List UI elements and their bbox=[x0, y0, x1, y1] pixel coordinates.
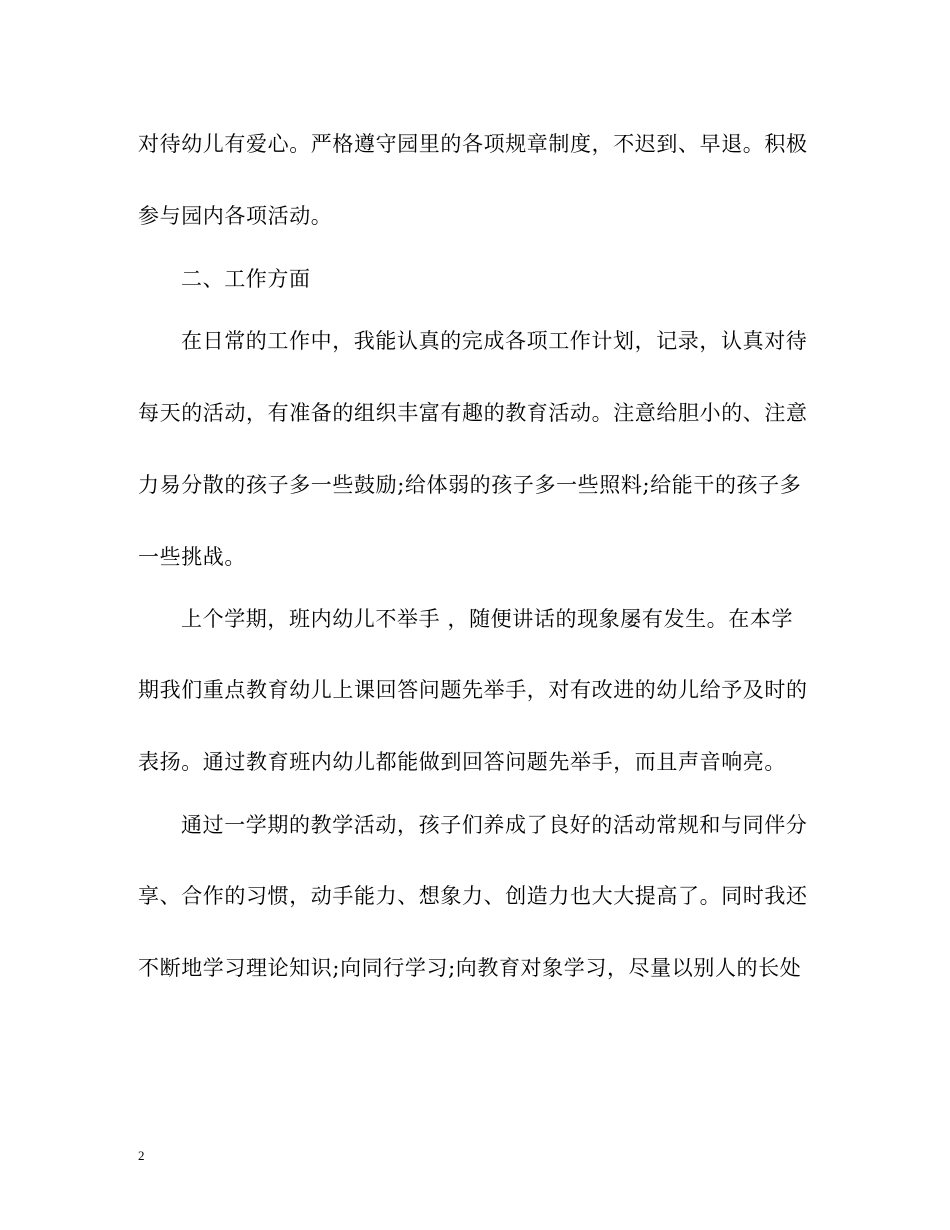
text-line: 参与园内各项活动。 bbox=[138, 204, 333, 228]
text-line: 期我们重点教育幼儿上课回答问题先举手，对有改进的幼儿给予及时的 bbox=[138, 678, 808, 702]
text-line: 表扬。通过教育班内幼儿都能做到回答问题先举手，而且声音响亮。 bbox=[138, 750, 786, 774]
text-line: 不断地学习理论知识;向同行学习;向教育对象学习，尽量以别人的长处 bbox=[138, 956, 802, 980]
text-line: 力易分散的孩子多一些鼓励;给体弱的孩子多一些照料;给能干的孩子多 bbox=[138, 473, 802, 497]
text-line: 每天的活动，有准备的组织丰富有趣的教育活动。注意给胆小的、注意 bbox=[138, 401, 808, 425]
text-line: 在日常的工作中，我能认真的完成各项工作计划，记录，认真对待 bbox=[181, 329, 808, 353]
text-line: 上个学期，班内幼儿不举手 ，随便讲话的现象屡有发生。在本学 bbox=[181, 607, 794, 631]
text-line: 一些挑战。 bbox=[138, 545, 246, 569]
section-heading: 二、工作方面 bbox=[181, 267, 311, 291]
text-line: 享、合作的习惯，动手能力、想象力、创造力也大大提高了。同时我还 bbox=[138, 884, 808, 908]
text-line: 对待幼儿有爱心。严格遵守园里的各项规章制度，不迟到、早退。积极 bbox=[138, 132, 808, 156]
page-number: 2 bbox=[138, 1148, 145, 1163]
text-line: 通过一学期的教学活动，孩子们养成了良好的活动常规和与同伴分 bbox=[181, 813, 808, 837]
